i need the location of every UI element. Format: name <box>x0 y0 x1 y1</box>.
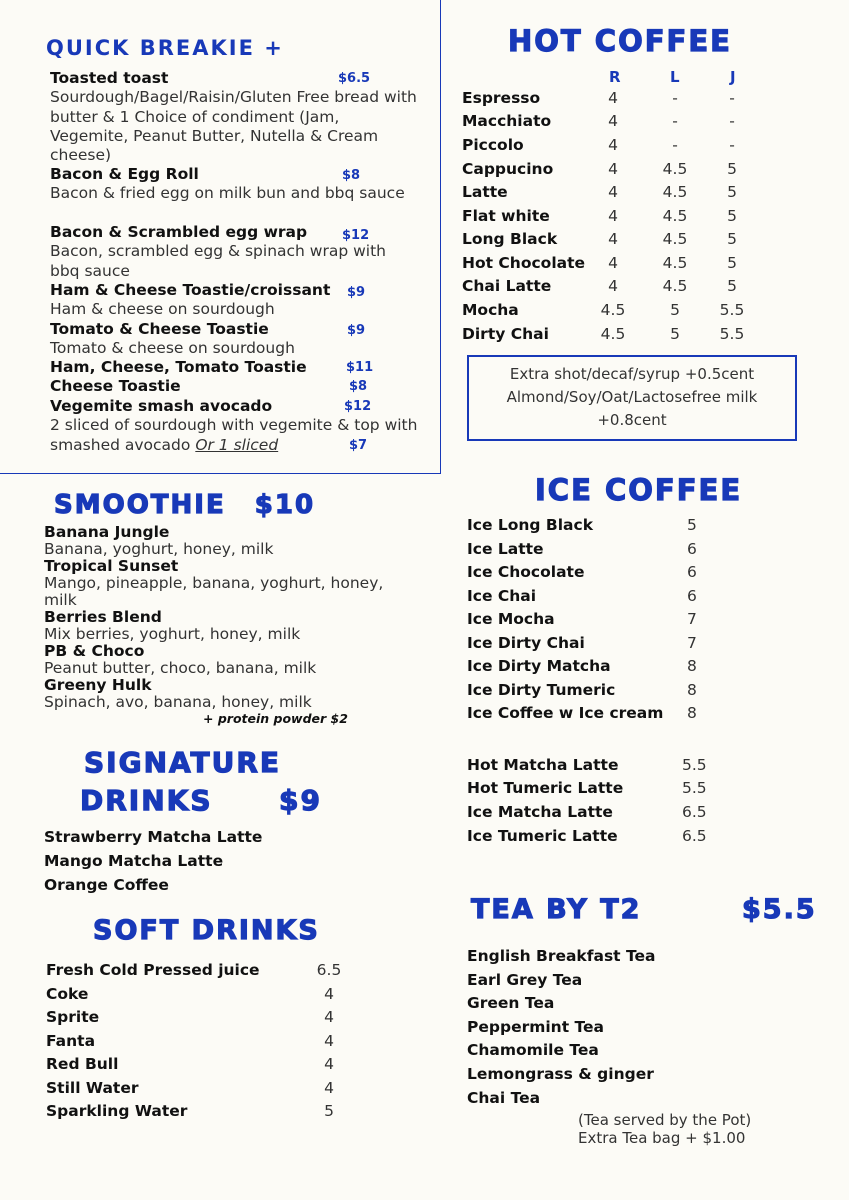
breakie-title: QUICK BREAKIE + <box>46 36 284 60</box>
drink-name: Macchiato <box>462 112 552 130</box>
soft-drink-row <box>46 1102 346 1124</box>
tea-item: Peppermint Tea <box>467 1018 605 1036</box>
price-jumbo: 5 <box>727 207 737 225</box>
soft-drink-row <box>46 961 346 983</box>
latte-row <box>467 756 767 778</box>
price-regular: 4 <box>608 136 618 154</box>
hot-coffee-title: HOT COFFEE <box>508 24 732 58</box>
drink-price: 4 <box>324 1079 334 1097</box>
signature-item: Strawberry Matcha Latte <box>44 828 263 846</box>
menu-item <box>50 397 430 455</box>
hot-coffee-row <box>462 325 792 347</box>
menu-item <box>44 558 424 609</box>
menu-item <box>44 524 424 558</box>
soft-drink-row <box>46 985 346 1007</box>
item-name: Toasted toast <box>50 69 169 87</box>
tea-item: Chai Tea <box>467 1089 541 1107</box>
tea-note: (Tea served by the Pot) <box>578 1111 752 1129</box>
item-name: Bacon & Scrambled egg wrap <box>50 223 308 241</box>
hot-coffee-row <box>462 207 792 229</box>
item-description: Sourdough/Bagel/Raisin/Gluten Free bread with butter & 1 Choice of condiment (Jam, Vegemite, Peanut Butter, Nutella & Cream cheese) <box>50 88 417 165</box>
latte-row <box>467 803 767 825</box>
drink-name: Coke <box>46 985 89 1003</box>
price-regular: 4.5 <box>600 325 626 343</box>
drink-name: Ice Long Black <box>467 516 593 534</box>
drink-price: 6.5 <box>682 803 707 821</box>
drink-name: Sprite <box>46 1008 100 1026</box>
menu-item <box>44 643 424 677</box>
menu-item <box>44 609 424 643</box>
drink-price: 6.5 <box>682 827 707 845</box>
item-price: $9 <box>347 323 366 338</box>
drink-name: Piccolo <box>462 136 524 154</box>
drink-name: Still Water <box>46 1079 139 1097</box>
drink-name: Ice Coffee w Ice cream <box>467 704 664 722</box>
price-large: - <box>672 112 678 130</box>
menu-item <box>44 677 424 711</box>
price-large: 4.5 <box>662 230 688 248</box>
soft-drink-row <box>46 1079 346 1101</box>
item-name: Cheese Toastie <box>50 377 181 395</box>
drink-name: Fresh Cold Pressed juice <box>46 961 260 979</box>
item-name: Tropical Sunset <box>44 557 179 575</box>
smoothie-title <box>54 490 315 520</box>
signature-item: Orange Coffee <box>44 876 169 894</box>
price-jumbo: 5 <box>727 230 737 248</box>
drink-price: 5 <box>324 1102 334 1120</box>
drink-price: 6 <box>687 587 697 605</box>
item-price: $12 <box>344 399 372 414</box>
drink-price: 8 <box>687 681 697 699</box>
latte-row <box>467 827 767 849</box>
drink-price: 5.5 <box>682 756 707 774</box>
item-price: $11 <box>346 360 374 375</box>
price-large: 4.5 <box>662 207 688 225</box>
smoothie-price: $10 <box>254 490 316 520</box>
drink-price: 4 <box>324 1032 334 1050</box>
drink-name: Ice Chai <box>467 587 537 605</box>
drink-name: Latte <box>462 183 508 201</box>
price-large: 5 <box>670 301 680 319</box>
menu-item <box>50 165 430 204</box>
price-regular: 4 <box>608 254 618 272</box>
tea-price: $5.5 <box>742 894 817 925</box>
menu-item <box>50 223 430 281</box>
tea-item: Lemongrass & ginger <box>467 1065 654 1083</box>
menu-item <box>50 281 430 320</box>
tea-note: Extra Tea bag + $1.00 <box>578 1129 746 1147</box>
price-large: 4.5 <box>662 160 688 178</box>
drink-name: Long Black <box>462 230 558 248</box>
protein-addon: + protein powder $2 <box>203 711 348 726</box>
extras-line: Extra shot/decaf/syrup +0.5cent <box>509 365 755 383</box>
drink-name: Cappucino <box>462 160 554 178</box>
item-description: Banana, yoghurt, honey, milk <box>44 540 274 558</box>
item-name: Tomato & Cheese Toastie <box>50 320 269 338</box>
price-jumbo: 5 <box>727 183 737 201</box>
ice-coffee-row <box>467 516 767 538</box>
drink-price: 5 <box>687 516 697 534</box>
extras-box <box>467 355 797 441</box>
ice-coffee-row <box>467 540 767 562</box>
drink-name: Ice Dirty Matcha <box>467 657 611 675</box>
item-description: Spinach, avo, banana, honey, milk <box>44 693 312 711</box>
hot-coffee-row <box>462 112 792 134</box>
drink-name: Hot Matcha Latte <box>467 756 619 774</box>
price-large: 4.5 <box>662 183 688 201</box>
price-jumbo: - <box>729 136 735 154</box>
menu-item <box>50 320 430 359</box>
item-name: PB & Choco <box>44 642 145 660</box>
menu-item <box>50 377 430 396</box>
drink-name: Flat white <box>462 207 550 225</box>
soft-drink-row <box>46 1008 346 1030</box>
size-jumbo-header: J <box>730 68 736 86</box>
drink-name: Mocha <box>462 301 519 319</box>
tea-item: English Breakfast Tea <box>467 947 656 965</box>
drink-price: 6 <box>687 540 697 558</box>
soft-drink-row <box>46 1055 346 1077</box>
price-large: 5 <box>670 325 680 343</box>
price-jumbo: 5.5 <box>719 325 745 343</box>
tea-item: Chamomile Tea <box>467 1041 599 1059</box>
drink-name: Ice Mocha <box>467 610 555 628</box>
hot-coffee-row <box>462 160 792 182</box>
hot-coffee-row <box>462 89 792 111</box>
item-price: $9 <box>347 285 366 300</box>
latte-row <box>467 779 767 801</box>
signature-title-line1: SIGNATURE <box>84 746 282 779</box>
drink-price: 4 <box>324 1055 334 1073</box>
ice-coffee-row <box>467 634 767 656</box>
drink-name: Sparkling Water <box>46 1102 188 1120</box>
item-description <box>50 416 425 455</box>
drink-price: 7 <box>687 634 697 652</box>
drink-name: Ice Tumeric Latte <box>467 827 618 845</box>
item-name: Ham, Cheese, Tomato Toastie <box>50 358 307 376</box>
price-regular: 4 <box>608 89 618 107</box>
extras-line: +0.8cent <box>597 411 667 429</box>
price-regular: 4 <box>608 230 618 248</box>
price-regular: 4 <box>608 183 618 201</box>
item-description: Peanut butter, choco, banana, milk <box>44 659 317 677</box>
hot-coffee-row <box>462 277 792 299</box>
drink-price: 8 <box>687 704 697 722</box>
ice-coffee-row <box>467 610 767 632</box>
item-description: Bacon, scrambled egg & spinach wrap with bbq sauce <box>50 242 386 280</box>
soft-drinks-title: SOFT DRINKS <box>93 915 320 946</box>
price-jumbo: 5.5 <box>719 301 745 319</box>
ice-coffee-row <box>467 587 767 609</box>
item-alt-price: $7 <box>349 438 368 453</box>
signature-title-line2: DRINKS <box>80 784 213 817</box>
drink-name: Ice Chocolate <box>467 563 585 581</box>
drink-name: Ice Dirty Tumeric <box>467 681 616 699</box>
price-regular: 4.5 <box>600 301 626 319</box>
drink-name: Ice Latte <box>467 540 544 558</box>
item-description: Mix berries, yoghurt, honey, milk <box>44 625 301 643</box>
item-description: Ham & cheese on sourdough <box>50 300 275 319</box>
price-large: 4.5 <box>662 254 688 272</box>
tea-item: Green Tea <box>467 994 555 1012</box>
item-description-text: 2 sliced of sourdough with vegemite & top with smashed avocado <box>50 416 418 454</box>
item-name: Berries Blend <box>44 608 162 626</box>
drink-name: Ice Matcha Latte <box>467 803 613 821</box>
hot-coffee-row <box>462 301 792 323</box>
tea-title: TEA BY T2 <box>471 894 642 925</box>
hot-coffee-row <box>462 254 792 276</box>
drink-price: 5.5 <box>682 779 707 797</box>
price-jumbo: - <box>729 112 735 130</box>
size-large-header: L <box>670 68 680 86</box>
price-jumbo: 5 <box>727 254 737 272</box>
item-alt-option: Or 1 sliced <box>195 435 279 454</box>
ice-coffee-row <box>467 681 767 703</box>
item-description: Mango, pineapple, banana, yoghurt, honey, milk <box>44 574 384 609</box>
hot-coffee-row <box>462 136 792 158</box>
drink-price: 4 <box>324 1008 334 1026</box>
item-name: Banana Jungle <box>44 523 170 541</box>
signature-price: $9 <box>279 784 322 817</box>
smoothie-title-text: SMOOTHIE <box>54 490 226 520</box>
drink-price: 4 <box>324 985 334 1003</box>
item-price: $8 <box>342 168 361 183</box>
price-large: 4.5 <box>662 277 688 295</box>
ice-coffee-title: ICE COFFEE <box>535 473 743 507</box>
item-price: $12 <box>342 228 370 243</box>
ice-coffee-row <box>467 563 767 585</box>
item-description: Tomato & cheese on sourdough <box>50 339 295 358</box>
signature-item: Mango Matcha Latte <box>44 852 224 870</box>
price-regular: 4 <box>608 277 618 295</box>
item-name: Greeny Hulk <box>44 676 152 694</box>
drink-name: Hot Chocolate <box>462 254 586 272</box>
drink-price: 6 <box>687 563 697 581</box>
drink-name: Espresso <box>462 89 541 107</box>
drink-name: Red Bull <box>46 1055 119 1073</box>
extras-line: Almond/Soy/Oat/Lactosefree milk <box>506 388 758 406</box>
drink-price: 6.5 <box>316 961 342 979</box>
drink-name: Hot Tumeric Latte <box>467 779 624 797</box>
price-regular: 4 <box>608 160 618 178</box>
ice-coffee-row <box>467 704 767 726</box>
price-large: - <box>672 89 678 107</box>
item-name: Ham & Cheese Toastie/croissant <box>50 281 331 299</box>
drink-price: 7 <box>687 610 697 628</box>
tea-item: Earl Grey Tea <box>467 971 583 989</box>
item-description: Bacon & fried egg on milk bun and bbq sauce <box>50 184 405 203</box>
drink-price: 8 <box>687 657 697 675</box>
size-regular-header: R <box>609 68 621 86</box>
ice-coffee-row <box>467 657 767 679</box>
drink-name: Fanta <box>46 1032 96 1050</box>
hot-coffee-row <box>462 230 792 252</box>
item-name: Bacon & Egg Roll <box>50 165 199 183</box>
item-price: $6.5 <box>338 71 371 86</box>
drink-name: Dirty Chai <box>462 325 549 343</box>
drink-name: Chai Latte <box>462 277 552 295</box>
item-price: $8 <box>349 379 368 394</box>
menu-item <box>50 69 430 165</box>
soft-drink-row <box>46 1032 346 1054</box>
price-jumbo: 5 <box>727 160 737 178</box>
price-jumbo: - <box>729 89 735 107</box>
price-jumbo: 5 <box>727 277 737 295</box>
drink-name: Ice Dirty Chai <box>467 634 585 652</box>
price-regular: 4 <box>608 112 618 130</box>
item-name: Vegemite smash avocado <box>50 397 273 415</box>
price-regular: 4 <box>608 207 618 225</box>
price-large: - <box>672 136 678 154</box>
hot-coffee-row <box>462 183 792 205</box>
